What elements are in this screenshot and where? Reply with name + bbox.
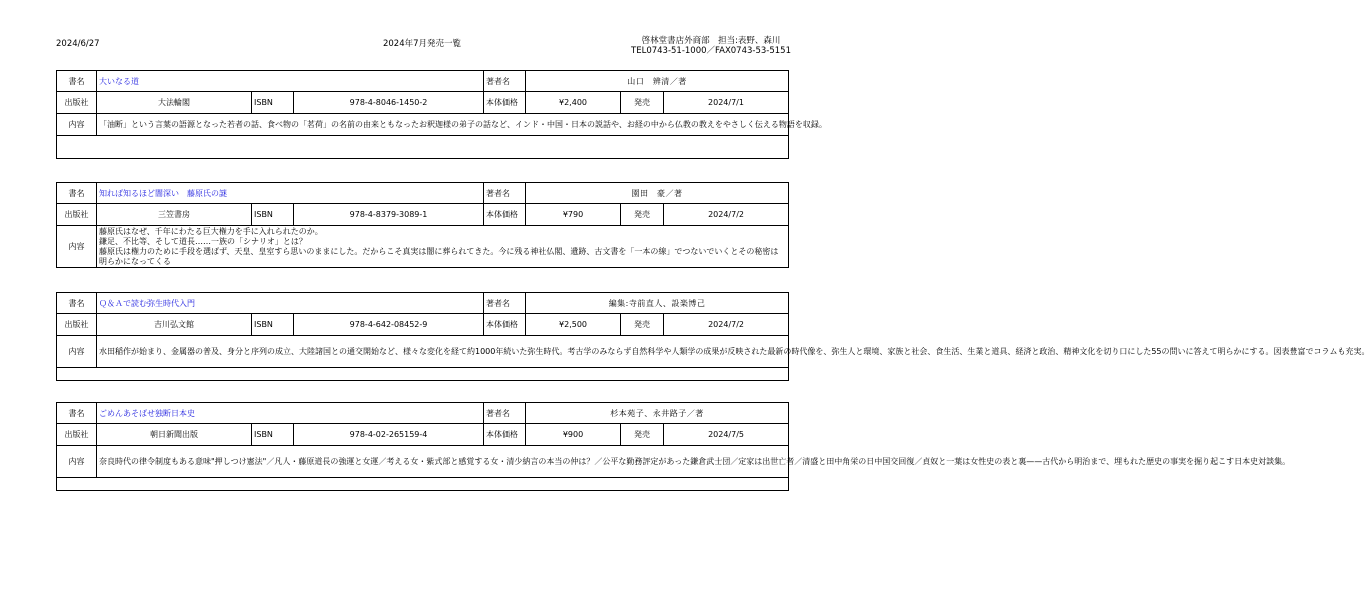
book-content: 「油断」という言葉の語源となった若者の話、食べ物の「茗荷」の名前の由来ともなったお釈迦様の弟子の話など、インド・中国・日本の説話や、お経の中から仏教の教えをやさしく伝える物語を収録。 [97,114,789,136]
content-label: 内容 [57,114,97,136]
release-label: 発売 [621,314,664,336]
title-label: 書名 [57,71,97,92]
book-isbn: 978-4-8046-1450-2 [294,92,484,114]
book-entry [56,182,789,268]
author-label: 著者名 [484,183,526,204]
book-entry [56,402,1291,491]
book-release-date: 2024/7/2 [664,204,789,226]
contact-info [631,36,791,56]
title-label: 書名 [57,293,97,314]
book-author: 杉本苑子、永井路子／著 [526,403,789,424]
book-price: ¥790 [526,204,621,226]
book-isbn: 978-4-642-08452-9 [294,314,484,336]
book-title: ごめんあそばせ独断日本史 [97,403,484,424]
book-release-date: 2024/7/2 [664,314,789,336]
isbn-label: ISBN [252,314,294,336]
release-label: 発売 [621,204,664,226]
book-title: Ｑ＆Ａで読む弥生時代入門 [97,293,484,314]
publisher-label: 出版社 [57,314,97,336]
title-label: 書名 [57,403,97,424]
book-publisher: 三笠書房 [97,204,252,226]
price-label: 本体価格 [484,314,526,336]
author-label: 著者名 [484,71,526,92]
book-entry [56,292,1369,381]
blank-row [57,136,789,159]
book-isbn: 978-4-02-265159-4 [294,424,484,446]
author-label: 著者名 [484,293,526,314]
tel-fax: TEL0743-51-1000／FAX0743-53-5151 [631,46,791,56]
list-date: 2024/6/27 [56,39,100,49]
release-label: 発売 [621,424,664,446]
content-label: 内容 [57,226,97,268]
price-label: 本体価格 [484,204,526,226]
author-label: 著者名 [484,403,526,424]
isbn-label: ISBN [252,424,294,446]
book-release-date: 2024/7/1 [664,92,789,114]
book-author: 編集:寺前直人、設楽博己 [526,293,789,314]
book-entry [56,70,827,159]
book-title: 知れば知るほど闇深い 藤原氏の謎 [97,183,484,204]
book-content: 水田稲作が始まり、金属器の普及、身分と序列の成立、大陸諸国との通交開始など、様々な変化を経て約1000年続いた弥生時代。考古学のみならず自然科学や人類学の成果が反映された最新の時代像を、弥生人と環境、家族と社会、食生活、生業と道具、経済と政治、精神文化を切り口にした55の問いに答えて明らかにする。図表豊富でコラムも充実。 [97,336,789,368]
isbn-label: ISBN [252,204,294,226]
book-publisher: 大法輪閣 [97,92,252,114]
book-content: 奈良時代の律令制度もある意味"押しつけ憲法"／凡人・藤原道長の強運と女運／考える女・紫式部と感覚する女・清少納言の本当の仲は？／公平な勤務評定があった鎌倉武士団／定家は出世亡者／清盛と田中角栄の日中国交回復／貞奴と一葉は女性史の表と裏——古代から明治まで、埋もれた歴史の事実を掘り起こす日本史対談集。 [97,446,789,478]
blank-row [57,478,789,491]
release-label: 発売 [621,92,664,114]
book-isbn: 978-4-8379-3089-1 [294,204,484,226]
book-price: ¥2,400 [526,92,621,114]
content-label: 内容 [57,446,97,478]
content-label: 内容 [57,336,97,368]
company-name: 啓林堂書店外商部 担当:表野、森川 [641,36,781,46]
book-release-date: 2024/7/5 [664,424,789,446]
title-label: 書名 [57,183,97,204]
book-author: 園田 豪／著 [526,183,789,204]
publisher-label: 出版社 [57,424,97,446]
book-title: 大いなる道 [97,71,484,92]
book-author: 山口 辨清／著 [526,71,789,92]
book-price: ¥900 [526,424,621,446]
book-publisher: 吉川弘文館 [97,314,252,336]
book-content: 藤原氏はなぜ、千年にわたる巨大権力を手に入れられたのか。 鎌足、不比等、そして道長……一族の「シナリオ」とは？ 藤原氏は権力のために手段を選ばず、天皇、皇室すら思いのままにした。だからこそ真実は闇に葬られてきた。今に残る神社仏閣、遺跡、古文書を「一本の線」でつないでいくとその秘密は明らかになってくる [97,226,789,268]
book-publisher: 朝日新聞出版 [97,424,252,446]
price-label: 本体価格 [484,92,526,114]
blank-row [57,368,789,381]
price-label: 本体価格 [484,424,526,446]
book-price: ¥2,500 [526,314,621,336]
isbn-label: ISBN [252,92,294,114]
publisher-label: 出版社 [57,92,97,114]
page-title: 2024年7月発売一覧 [382,39,462,49]
publisher-label: 出版社 [57,204,97,226]
